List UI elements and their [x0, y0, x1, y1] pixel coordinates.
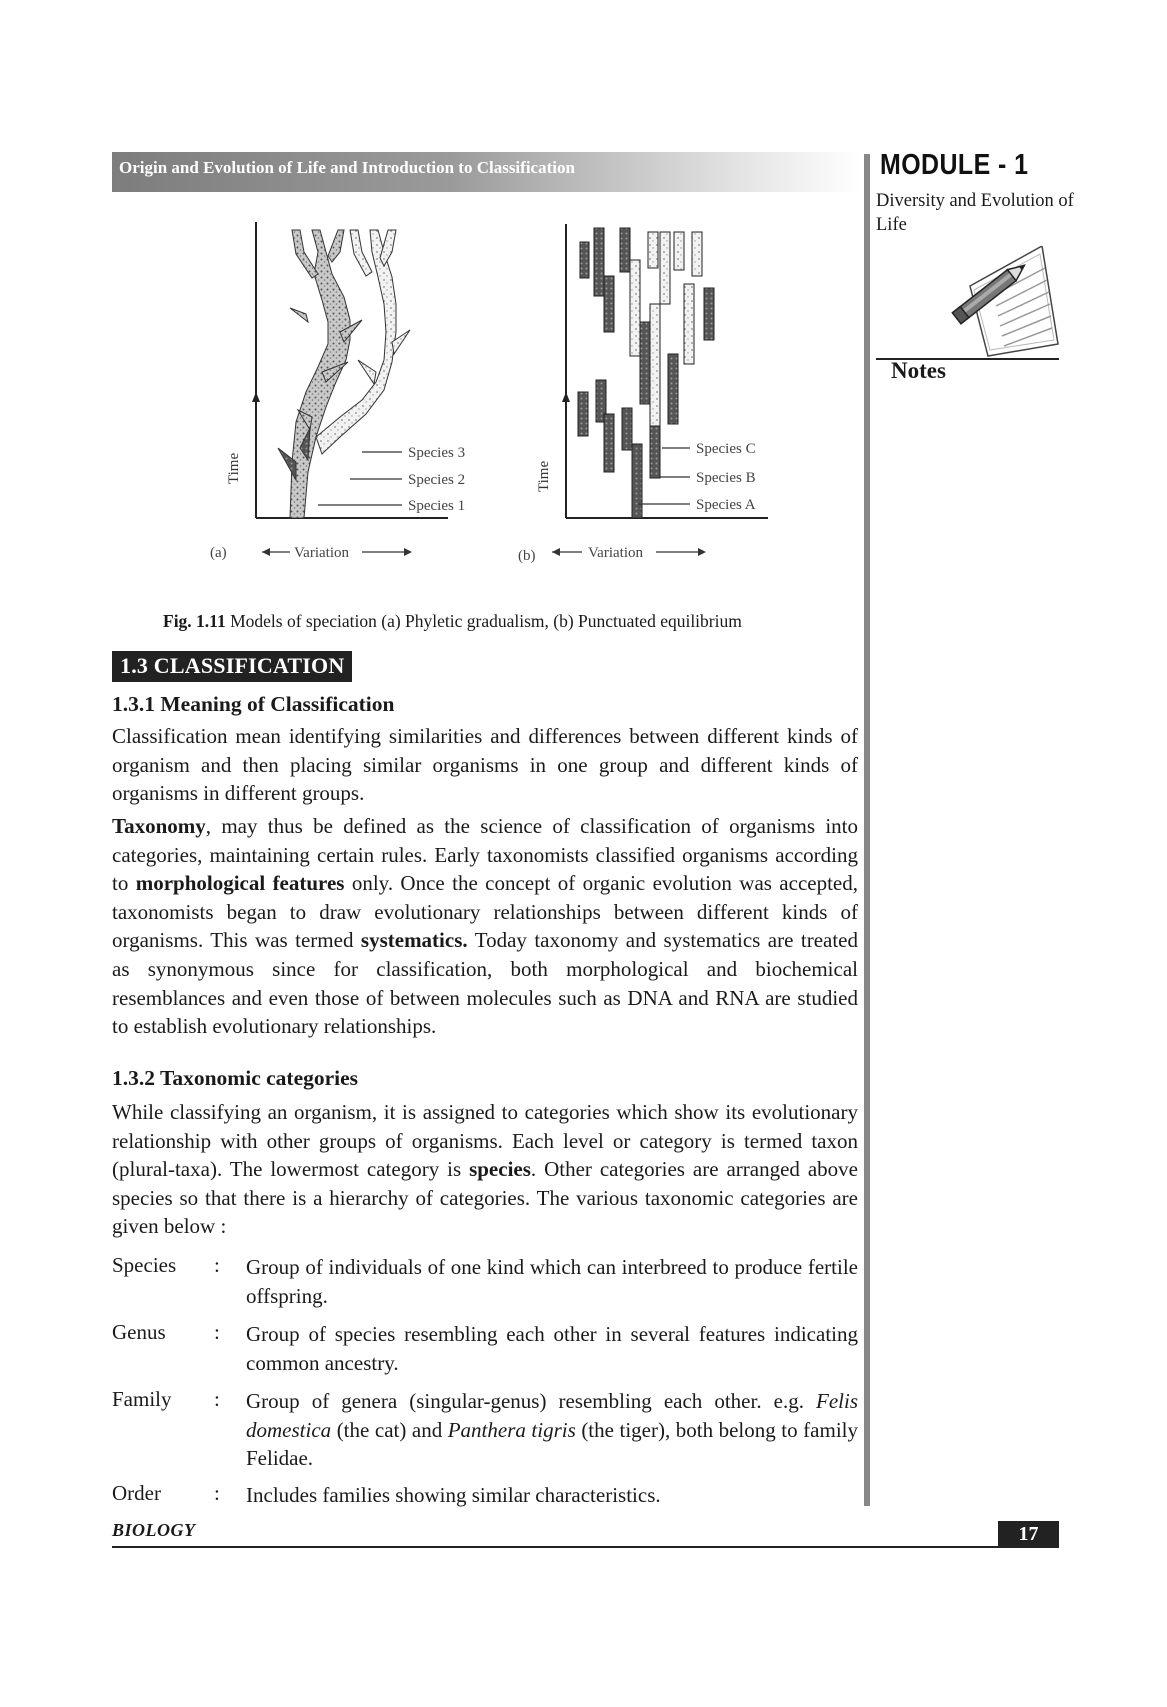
- species-name-panthera: Panthera tigris: [447, 1417, 576, 1442]
- category-term-genus: Genus: [112, 1320, 166, 1344]
- category-separator: :: [214, 1481, 220, 1505]
- panel-a-species-3: Species 3: [408, 445, 466, 461]
- panel-b-variation-label: Variation: [588, 545, 643, 561]
- category-separator: :: [214, 1253, 220, 1277]
- subsection-heading-meaning: 1.3.1 Meaning of Classification: [112, 692, 395, 716]
- caption-text: Models of speciation (a) Phyletic gradualism, (b) Punctuated equilibrium: [230, 611, 742, 631]
- term-taxonomy: Taxonomy: [112, 814, 206, 838]
- chapter-title: Origin and Evolution of Life and Introduction to Classification: [119, 158, 575, 177]
- notepad-pencil-icon: [950, 246, 1060, 361]
- footer-subject: BIOLOGY: [112, 1520, 196, 1540]
- term-systematics: systematics.: [360, 928, 468, 953]
- panel-b-label: (b): [518, 548, 536, 564]
- panel-a-time-arrow: [252, 392, 260, 402]
- speciation-figure: [200, 222, 780, 572]
- panel-b-species-a: Species A: [696, 497, 756, 513]
- module-subtitle: Diversity and Evolution of Life: [876, 191, 1074, 235]
- panel-b-bars: [578, 228, 714, 518]
- species-name-felis: Felis domestica: [246, 1389, 858, 1442]
- panel-b-species-b: Species B: [696, 470, 756, 486]
- category-def-genus: Group of species resembling each other in several features indicating common ancestry.: [246, 1322, 858, 1375]
- page-number: 17: [998, 1521, 1059, 1548]
- category-def-species: Group of individuals of one kind which can interbreed to produce fertile offspring.: [246, 1255, 858, 1308]
- subsection-heading-taxonomic-categories: 1.3.2 Taxonomic categories: [112, 1066, 359, 1090]
- panel-b-punctuated-equilibrium: [518, 224, 768, 564]
- category-separator: :: [214, 1387, 220, 1411]
- category-term-species: Species: [112, 1253, 177, 1277]
- paragraph-taxonomy: Taxonomy, may thus be defined as the science of classification of organisms into categories, maintaining certain rules. Early taxonomists classified organisms according to morphological features only. Once the concept of organic evolution was accepted, taxonomists began to draw evolutionary relationships between different kinds of organisms. This was termed systematics. Today taxonomy and systematics are treated as synonymous since for classification, both morphological and biochemical resemblances and even those of between molecules such as DNA and RNA are studied to establish evolutionary relationships.: [112, 814, 858, 1039]
- panel-a-tree: [278, 230, 410, 518]
- term-morphological-features: morphological features: [135, 871, 345, 896]
- panel-b-time-arrow: [562, 392, 570, 402]
- panel-a-label: (a): [210, 545, 227, 561]
- module-title: MODULE - 1: [880, 149, 1029, 181]
- panel-a-variation-label: Variation: [294, 545, 349, 561]
- margin-divider: [864, 154, 870, 1506]
- figure-caption: [163, 611, 742, 632]
- category-separator: :: [214, 1320, 220, 1344]
- category-def-family: Group of genera (singular-genus) resembling each other. e.g. Felis domestica (the cat) and Panthera tigris (the tiger), both belong to family Felidae.: [246, 1389, 858, 1471]
- panel-b-time-label: Time: [536, 460, 552, 492]
- panel-b-species-c: Species C: [696, 441, 756, 457]
- panel-a-species-1: Species 1: [408, 498, 466, 514]
- panel-a-phyletic-gradualism: [210, 222, 465, 561]
- paragraph-classification-meaning: Classification mean identifying similarities and differences between different kinds of organism and then placing similar organisms in one group and different kinds of organisms in different groups.: [112, 724, 858, 806]
- paragraph-taxonomic-categories: While classifying an organism, it is assigned to categories which show its evolutionary relationship with other groups of organisms. Each level or category is termed taxon (plural-taxa). The lowermost category is species. Other categories are arranged above species so that there is a hierarchy of categories. The various taxonomic categories are given below :: [112, 1100, 858, 1239]
- notes-label: Notes: [891, 358, 946, 383]
- panel-a-time-label: Time: [226, 452, 242, 484]
- category-term-family: Family: [112, 1387, 172, 1411]
- category-term-order: Order: [112, 1481, 161, 1505]
- footer-rule: [112, 1546, 1059, 1548]
- caption-number: Fig. 1.11: [163, 611, 226, 631]
- term-species: species: [469, 1157, 531, 1182]
- section-heading: 1.3 CLASSIFICATION: [112, 651, 352, 682]
- panel-a-species-2: Species 2: [408, 472, 466, 488]
- category-def-order: Includes families showing similar characteristics.: [246, 1483, 661, 1507]
